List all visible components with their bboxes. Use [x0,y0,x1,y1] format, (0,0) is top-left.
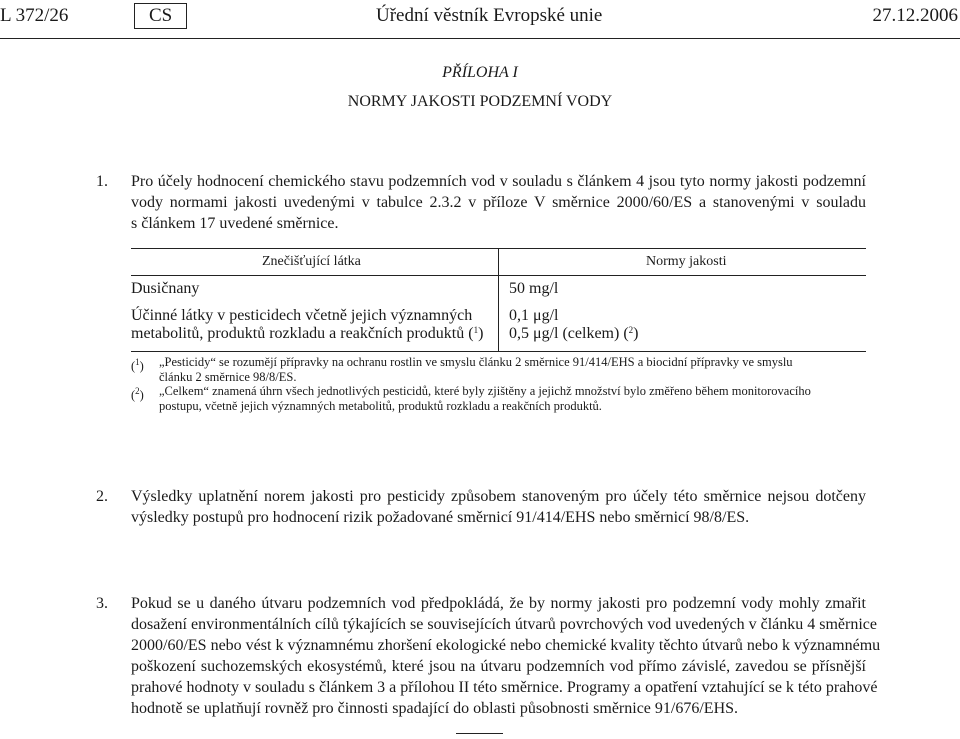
section-1-text [131,171,866,234]
section-2-number: 2. [96,488,108,505]
footnote-2-text: „Celkem“ znamená úhrn všech jednotlivých pesticidů, které byly zjištěny a jejichž množství bylo změřeno během monitorovacího postupu, včetně jejich významných metabolitů, produktů rozkladu a reakčních produktů. [159,384,811,413]
row-substance-pesticides-line: metabolitů, produktů rozkladu a reakčních produktů ($^1$) [131,325,484,342]
table-bottom-rule [131,351,866,352]
section-3-number: 3. [96,595,108,612]
section-2-line: Výsledky uplatnění norem jakosti pro pesticidy způsobem stanoveným pro účely této směrnice nejsou dotčeny [131,488,866,505]
annex-label: PŘÍLOHA I [442,64,518,81]
footnote-ref-2[interactable]: 2 [628,325,634,335]
section-1-number: 1. [96,173,108,190]
section-1-line: s článkem 17 uvedené směrnice. [131,215,339,232]
publication-date: 27.12.2006 [872,5,958,26]
section-1-line: vody normami jakosti uvedenými v tabulce 2.3.2 v příloze V směrnice 2000/60/ES a stanovenými v souladu [131,194,866,211]
table-column-divider [498,248,499,351]
footnote-ref-1[interactable]: 1 [473,325,479,335]
section-3-line: dosažení environmentálních cílů týkajících se souvisejících útvarů povrchových vod uvedených v článku 4 směrnice [131,616,877,633]
row-norm-pesticide-individual: 0,1 μg/l [509,307,559,324]
table-header-rule [131,275,866,276]
section-3-line: hodnotě se uplatňují rovněž pro činnosti spadající do oblasti působnosti směrnice 91/676/EHS. [131,700,739,717]
journal-title: Úřední věstník Evropské unie [376,5,603,26]
section-3-line: prahové hodnoty v souladu s článkem 3 a přílohou II této směrnice. Programy a opatření vztahující se k této prahové [131,679,878,696]
section-3-line: Pokud se u daného útvaru podzemních vod předpokládá, že by normy jakosti pro podzemní vody mohly zmařit [131,595,866,612]
row-substance-nitrates: Dusičnany [131,280,200,297]
end-rule [456,733,503,734]
column-header-norms: Normy jakosti [646,254,727,269]
section-2-line: výsledky postupů pro hodnocení rizik požadované směrnicí 91/414/EHS nebo směrnicí 98/8/ES. [131,509,750,526]
section-3-text [131,593,881,719]
footnote-1-text: „Pesticidy“ se rozumějí přípravky na ochranu rostlin ve smyslu článku 2 směrnice 91/414/EHS a biocidní přípravky ve smyslu článku 2 směrnice 98/8/ES. [159,355,793,384]
row-norm-pesticide-total: 0,5 μg/l (celkem) ($^2$) [509,325,639,342]
footnote-1-mark: ($^1$) [131,357,144,373]
row-substance-pesticides-line: Účinné látky v pesticidech včetně jejich významných [131,307,473,324]
footnote-2-mark: ($^2$) [131,386,144,402]
column-header-substance: Znečišťující látka [262,254,361,269]
annex-title: NORMY JAKOSTI PODZEMNÍ VODY [347,93,613,110]
language-code-box: CS [134,3,187,29]
header-rule [0,38,960,39]
section-3-line: poškození suchozemských ekosystémů, které jsou na útvaru podzemních vod přímo závislé, zavedou se přísnější [131,658,866,675]
section-1-line: Pro účely hodnocení chemického stavu podzemních vod v souladu s článkem 4 jsou tyto normy jakosti podzemní [131,173,866,190]
row-norm-nitrates: 50 mg/l [509,280,559,297]
section-3-line: 2000/60/ES nebo vést k významnému zhoršení ekologické nebo chemické kvality těchto útvarů nebo k významnému [131,637,881,654]
section-2-text [131,486,866,528]
page-reference: L 372/26 [0,5,69,26]
